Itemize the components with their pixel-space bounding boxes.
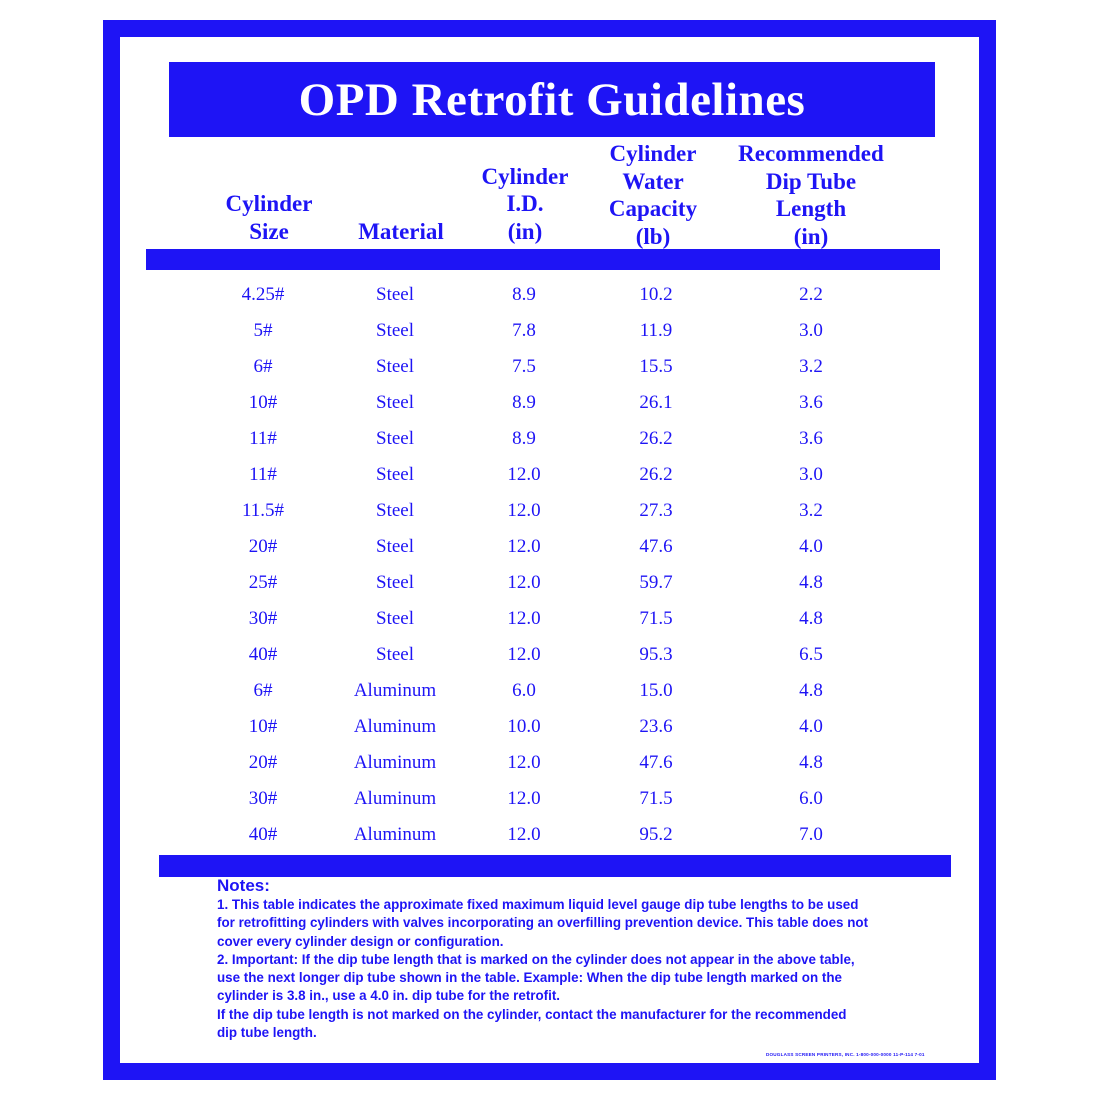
cell-capacity: 59.7 (639, 572, 673, 593)
header-dip-tube-length: Recommended Dip Tube Length (in) (738, 141, 884, 249)
cell-dip-length: 2.2 (799, 284, 823, 305)
footer-divider-bar (159, 855, 951, 877)
cell-material: Steel (376, 428, 414, 449)
cell-id: 7.8 (512, 320, 536, 341)
cell-dip-length: 6.0 (799, 788, 823, 809)
page-title: OPD Retrofit Guidelines (298, 73, 806, 126)
cell-capacity: 15.5 (639, 356, 673, 377)
cell-size: 6# (253, 356, 273, 377)
cell-material: Steel (376, 536, 414, 557)
cell-id: 7.5 (512, 356, 536, 377)
table-row (190, 457, 890, 493)
cell-material: Aluminum (353, 716, 437, 737)
cell-id: 12.0 (507, 608, 541, 629)
cell-dip-length: 3.6 (799, 428, 823, 449)
cell-dip-length: 4.8 (799, 572, 823, 593)
table-row (190, 817, 890, 853)
cell-size: 11# (249, 428, 277, 449)
cell-dip-length: 3.0 (799, 464, 823, 485)
cell-capacity: 26.1 (639, 392, 673, 413)
note-line: cover every cylinder design or configuration. (217, 933, 504, 949)
header-water-capacity: Cylinder Water Capacity (lb) (608, 141, 698, 249)
cell-dip-length: 6.5 (799, 644, 823, 665)
cell-size: 10# (248, 716, 278, 737)
retrofit-table (190, 277, 890, 853)
table-row (190, 673, 890, 709)
notes-title: Notes: (217, 876, 270, 895)
cell-capacity: 71.5 (639, 608, 673, 629)
cell-id: 12.0 (507, 644, 541, 665)
cell-material: Steel (376, 608, 414, 629)
cell-dip-length: 4.0 (799, 536, 823, 557)
table-row (190, 601, 890, 637)
cell-id: 8.9 (512, 392, 536, 413)
notes-section (217, 876, 897, 1042)
table-row (190, 565, 890, 601)
cell-size: 6# (253, 680, 273, 701)
cell-size: 4.25# (241, 284, 285, 305)
header-cylinder-id: Cylinder I.D. (in) (481, 163, 569, 244)
cell-material: Aluminum (353, 824, 437, 845)
cell-dip-length: 3.0 (799, 320, 823, 341)
cell-material: Aluminum (353, 752, 437, 773)
table-row (190, 349, 890, 385)
cell-size: 25# (248, 572, 278, 593)
cell-material: Steel (376, 500, 414, 521)
cell-size: 11# (249, 464, 277, 485)
cell-capacity: 15.0 (639, 680, 673, 701)
cell-size: 11.5# (241, 500, 285, 521)
cell-id: 12.0 (507, 464, 541, 485)
cell-material: Aluminum (353, 788, 437, 809)
cell-dip-length: 4.8 (799, 680, 823, 701)
table-row (190, 781, 890, 817)
note-line: 1. This table indicates the approximate fixed maximum liquid level gauge dip tube lengths to be used (217, 897, 859, 912)
cell-capacity: 95.3 (639, 644, 673, 665)
table-row (190, 277, 890, 313)
cell-capacity: 11.9 (639, 320, 673, 341)
cell-id: 12.0 (507, 788, 541, 809)
cell-dip-length: 7.0 (799, 824, 823, 845)
table-row (190, 493, 890, 529)
cell-dip-length: 3.2 (799, 500, 823, 521)
cell-material: Steel (376, 572, 414, 593)
cell-capacity: 10.2 (639, 284, 673, 305)
cell-material: Steel (376, 392, 414, 413)
cell-id: 8.9 (512, 284, 536, 305)
cell-size: 20# (248, 752, 278, 773)
printer-credit: DOUGLASS SCREEN PRINTERS, INC. 1-800-000-0000 11-P-114 7-01 (766, 1052, 925, 1057)
cell-id: 12.0 (507, 824, 541, 845)
cell-capacity: 47.6 (639, 536, 673, 557)
note-line: dip tube length. (217, 1025, 317, 1041)
table-row (190, 421, 890, 457)
cell-size: 40# (248, 644, 278, 665)
cell-material: Steel (376, 320, 414, 341)
cell-dip-length: 3.2 (799, 356, 823, 377)
cell-capacity: 95.2 (639, 824, 673, 845)
cell-dip-length: 3.6 (799, 392, 823, 413)
cell-capacity: 26.2 (639, 428, 673, 449)
cell-capacity: 27.3 (639, 500, 673, 521)
note-line: for retrofitting cylinders with valves incorporating an overfilling prevention device. This table does not (217, 915, 869, 931)
table-row (190, 529, 890, 565)
header-divider-bar (146, 249, 940, 270)
table-row (190, 385, 890, 421)
header-material: Material (358, 218, 444, 244)
cell-id: 12.0 (507, 572, 541, 593)
header-cylinder-size: Cylinder Size (225, 191, 313, 244)
table-row (190, 313, 890, 349)
cell-size: 40# (248, 824, 278, 845)
cell-id: 10.0 (507, 716, 541, 737)
cell-dip-length: 4.0 (799, 716, 823, 737)
cell-capacity: 23.6 (639, 716, 673, 737)
cell-id: 12.0 (507, 500, 541, 521)
cell-size: 30# (248, 788, 278, 809)
cell-material: Steel (376, 356, 414, 377)
note-line: If the dip tube length is not marked on the cylinder, contact the manufacturer for the recommended (217, 1006, 847, 1022)
cell-capacity: 26.2 (639, 464, 673, 485)
cell-dip-length: 4.8 (799, 608, 823, 629)
cell-size: 30# (248, 608, 278, 629)
table-row (190, 745, 890, 781)
cell-id: 12.0 (507, 752, 541, 773)
note-line: 2. Important: If the dip tube length that is marked on the cylinder does not appear in the above table, (217, 951, 855, 967)
cell-capacity: 47.6 (639, 752, 673, 773)
note-line: cylinder is 3.8 in., use a 4.0 in. dip tube for the retrofit. (217, 988, 561, 1004)
table-row (190, 709, 890, 745)
cell-id: 8.9 (512, 428, 536, 449)
cell-material: Steel (376, 644, 414, 665)
cell-size: 5# (253, 320, 273, 341)
cell-id: 12.0 (507, 536, 541, 557)
table-row (190, 637, 890, 673)
note-line: use the next longer dip tube shown in the table. Example: When the dip tube length marked on the (217, 970, 842, 986)
cell-material: Aluminum (353, 680, 437, 701)
cell-material: Steel (376, 284, 414, 305)
cell-size: 10# (248, 392, 278, 413)
cell-dip-length: 4.8 (799, 752, 823, 773)
cell-size: 20# (248, 536, 278, 557)
cell-material: Steel (376, 464, 414, 485)
cell-capacity: 71.5 (639, 788, 673, 809)
cell-id: 6.0 (512, 680, 536, 701)
